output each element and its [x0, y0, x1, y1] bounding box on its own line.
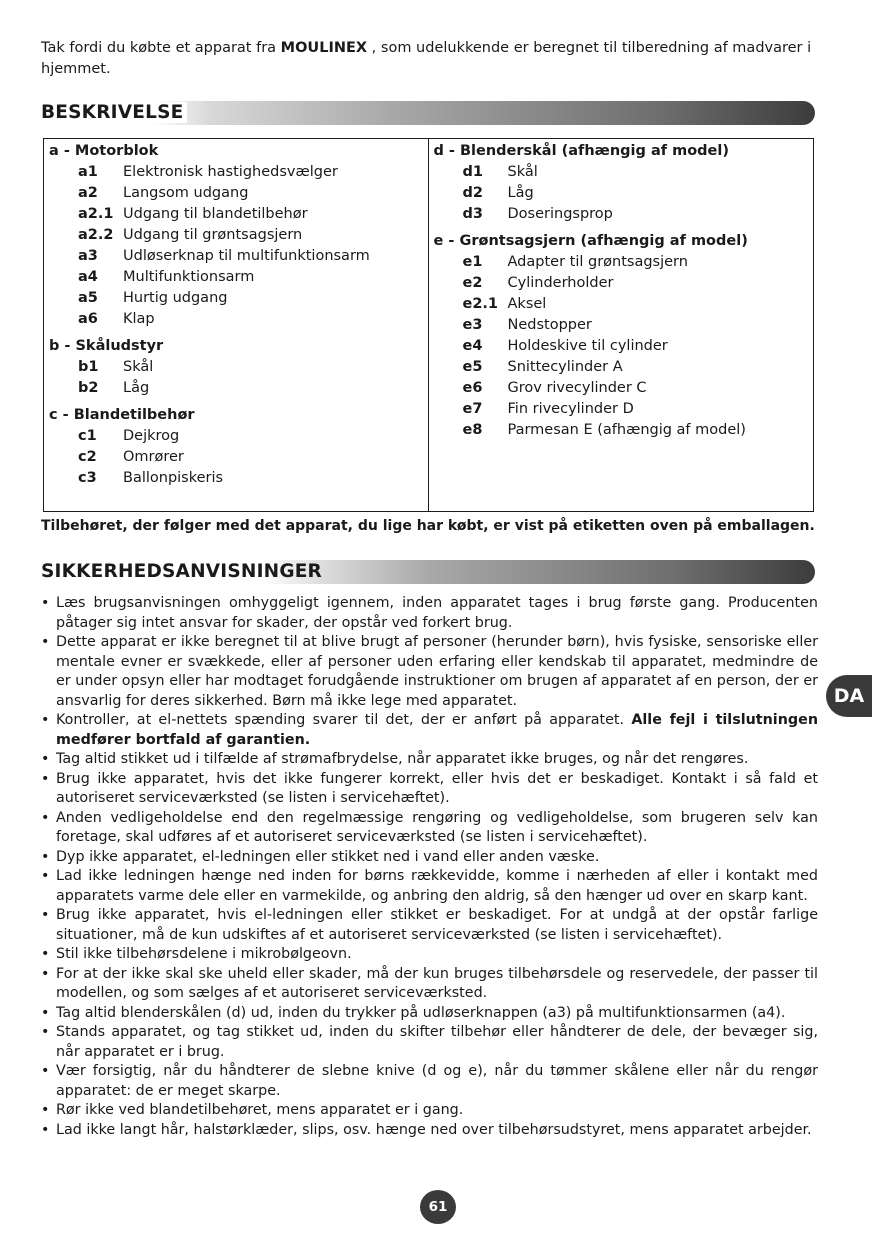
part-name: Langsom udgang: [123, 185, 249, 201]
page-number: 61: [420, 1190, 456, 1224]
part-name: Parmesan E (afhængig af model): [507, 422, 746, 438]
part-name: Holdeskive til cylinder: [507, 338, 668, 354]
part-code: e3: [462, 317, 483, 333]
part-name: Nedstopper: [507, 317, 592, 333]
part-code: a4: [78, 269, 98, 285]
safety-text: Vær forsigtig, når du håndterer de slebne knive (d og e), når du tømmer skålene eller når du rengør apparatet: de er meget skarpe.: [56, 1063, 818, 1099]
description-heading: BESKRIVELSE: [41, 102, 187, 123]
intro-paragraph: Tak fordi du købte et apparat fra MOULINEX , som udelukkende er beregnet til tilberedning af madvarer i hjemmet.: [41, 40, 812, 77]
part-item: [434, 420, 814, 441]
part-item: [434, 183, 814, 204]
safety-text: Brug ikke apparatet, hvis det ikke fungerer korrekt, eller hvis det er beskadiget. Kontakt i så fald et autoriseret serviceværksted (se listen i servicehæftet).: [56, 770, 818, 806]
bullet-icon: •: [41, 868, 50, 884]
part-code: a3: [78, 248, 98, 264]
part-name: Udløserknap til multifunktionsarm: [123, 248, 370, 264]
description-group: [49, 336, 428, 399]
part-code: a1: [78, 164, 98, 180]
part-name: Multifunktionsarm: [123, 269, 255, 285]
part-item: [49, 468, 428, 489]
part-item: [49, 162, 428, 183]
safety-text: Rør ikke ved blandetilbehøret, mens apparatet er i gang.: [56, 1102, 464, 1118]
part-name: Hurtig udgang: [123, 290, 228, 306]
part-item: [434, 315, 814, 336]
bullet-icon: •: [41, 946, 50, 962]
part-code: e7: [462, 401, 483, 417]
safety-item: [41, 906, 818, 945]
brand-name: MOULINEX: [280, 40, 368, 56]
description-group: [434, 231, 814, 441]
bullet-icon: •: [41, 712, 50, 728]
group-title: d - Blenderskål (afhængig af model): [433, 143, 729, 159]
safety-text: Læs brugsanvisningen omhyggeligt igennem, inden apparatet tages i brug første gang. Producenten påtager sig intet ansvar for skader, der opstår ved forkert brug.: [56, 595, 818, 631]
bullet-icon: •: [41, 595, 50, 611]
part-name: Snittecylinder A: [507, 359, 623, 375]
part-item: [434, 336, 814, 357]
part-code: a5: [78, 290, 98, 306]
safety-text: Dette apparat er ikke beregnet til at blive brugt af personer (herunder børn), hvis fysiske, sensoriske eller mentale evner er svækkede, eller af personer uden erfaring eller kendskab til apparatet, medmindre de er under opsyn eller har modtaget forudgående instruktioner om brugen af apparatet af en person, der er ansvarlig for deres sikkerhed. Børn må ikke lege med apparatet.: [56, 634, 818, 709]
part-item: [434, 252, 814, 273]
part-item: [434, 378, 814, 399]
description-group: [434, 141, 814, 225]
part-name: Skål: [123, 359, 154, 375]
safety-item: [41, 1101, 818, 1121]
part-item: [49, 288, 428, 309]
safety-item: [41, 711, 818, 750]
safety-heading-bar: [41, 560, 815, 584]
part-code: a2.1: [78, 206, 114, 222]
part-name: Udgang til grøntsagsjern: [123, 227, 303, 243]
part-name: Cylinderholder: [507, 275, 614, 291]
description-group: [49, 141, 428, 330]
part-name: Doseringsprop: [507, 206, 613, 222]
safety-item: [41, 633, 818, 711]
part-name: Adapter til grøntsagsjern: [507, 254, 688, 270]
part-code: b1: [78, 359, 99, 375]
part-code: a6: [78, 311, 98, 327]
part-name: Dejkrog: [123, 428, 180, 444]
group-title: e - Grøntsagsjern (afhængig af model): [433, 233, 748, 249]
part-name: Låg: [123, 380, 150, 396]
bullet-icon: •: [41, 751, 50, 767]
part-code: e4: [462, 338, 483, 354]
part-code: e1: [462, 254, 483, 270]
description-group: [49, 405, 428, 489]
safety-item: [41, 750, 818, 770]
safety-item: [41, 965, 818, 1004]
part-name: Aksel: [507, 296, 547, 312]
group-title: b - Skåludstyr: [49, 338, 164, 354]
part-item: [49, 426, 428, 447]
part-item: [434, 357, 814, 378]
part-item: [434, 294, 814, 315]
group-title: c - Blandetilbehør: [49, 407, 195, 423]
safety-heading: SIKKERHEDSANVISNINGER: [41, 561, 323, 582]
accessory-note: Tilbehøret, der følger med det apparat, du lige har købt, er vist på etiketten oven på emballagen.: [41, 518, 815, 534]
part-code: d3: [462, 206, 483, 222]
group-title: a - Motorblok: [49, 143, 159, 159]
bullet-icon: •: [41, 1024, 50, 1040]
safety-text: Stands apparatet, og tag stikket ud, inden du skifter tilbehør eller håndterer de dele, der bevæger sig, når apparatet er i brug.: [56, 1024, 818, 1060]
bullet-icon: •: [41, 848, 50, 865]
description-right-column: [429, 139, 814, 511]
part-code: a2: [78, 185, 98, 201]
part-code: e5: [462, 359, 483, 375]
part-code: c3: [78, 470, 97, 486]
bullet-icon: •: [41, 1102, 50, 1118]
safety-text: Tag altid blenderskålen (d) ud, inden du trykker på udløserknappen (a3) på multifunktionsarmen (a4).: [56, 1004, 786, 1021]
safety-list: [41, 594, 818, 1140]
safety-warning-bold: Alle fejl i tilslutningen medfører bortfald af garantien.: [56, 712, 818, 748]
part-code: b2: [78, 380, 99, 396]
part-item: [434, 162, 814, 183]
description-table: [43, 138, 814, 512]
part-item: [49, 225, 428, 246]
part-code: d1: [462, 164, 483, 180]
safety-item: [41, 867, 818, 906]
bullet-icon: •: [41, 1063, 50, 1079]
part-code: e2.1: [462, 296, 499, 312]
part-item: [434, 204, 814, 225]
safety-text: Stil ikke tilbehørsdelene i mikrobølgeovn.: [56, 946, 352, 962]
part-code: e2: [462, 275, 483, 291]
part-item: [49, 267, 428, 288]
bullet-icon: •: [41, 1004, 50, 1021]
bullet-icon: •: [41, 907, 50, 923]
bullet-icon: •: [41, 634, 50, 650]
part-code: a2.2: [78, 227, 114, 243]
safety-text: Kontroller, at el-nettets spænding svarer til det, der er anført på apparatet.: [56, 712, 632, 728]
safety-item: [41, 945, 818, 965]
safety-item: [41, 848, 818, 868]
safety-text: Brug ikke apparatet, hvis el-ledningen eller stikket er beskadiget. For at undgå at der opstår farlige situationer, må de kun udskiftes af et autoriseret serviceværksted (se listen i servicehæftet).: [56, 907, 818, 943]
part-item: [434, 273, 814, 294]
part-item: [49, 378, 428, 399]
part-code: c1: [78, 428, 97, 444]
safety-item: [41, 770, 818, 809]
safety-item: [41, 1004, 818, 1024]
bullet-icon: •: [41, 1121, 50, 1138]
part-name: Udgang til blandetilbehør: [123, 206, 308, 222]
part-name: Ballonpiskeris: [123, 470, 224, 486]
bullet-icon: •: [41, 770, 50, 787]
part-code: c2: [78, 449, 97, 465]
part-item: [49, 447, 428, 468]
safety-text: For at der ikke skal ske uheld eller skader, må der kun bruges tilbehørsdele og reservedele, der passer til modellen, og som sælges af et autoriseret serviceværksted.: [56, 965, 818, 1001]
safety-text: Lad ikke ledningen hænge ned inden for børns rækkevidde, komme i nærheden af eller i kontakt med apparatets varme dele eller en varmekilde, og anbring den aldrig, så den hænger ud over en skarp kant.: [56, 868, 818, 904]
part-item: [434, 399, 814, 420]
part-name: Låg: [507, 185, 534, 201]
safety-text: Lad ikke langt hår, halstørklæder, slips, osv. hænge ned over tilbehørsudstyret, mens apparatet arbejder.: [56, 1121, 812, 1138]
part-code: e8: [462, 422, 483, 438]
part-code: e6: [462, 380, 483, 396]
language-tab: DA: [826, 675, 872, 717]
safety-item: [41, 809, 818, 848]
safety-item: [41, 1062, 818, 1101]
safety-item: [41, 1023, 818, 1062]
part-item: [49, 309, 428, 330]
bullet-icon: •: [41, 965, 50, 982]
description-left-column: [44, 139, 429, 511]
safety-item: [41, 594, 818, 633]
part-name: Elektronisk hastighedsvælger: [123, 164, 338, 180]
part-name: Grov rivecylinder C: [507, 380, 647, 396]
part-item: [49, 246, 428, 267]
safety-text: Anden vedligeholdelse end den regelmæssige rengøring og vedligeholdelse, som brugeren selv kan foretage, skal udføres af et autoriseret serviceværksted (se listen i servicehæftet).: [56, 809, 818, 845]
part-item: [49, 183, 428, 204]
part-name: Skål: [507, 164, 538, 180]
part-name: Klap: [123, 311, 155, 327]
safety-text: Dyp ikke apparatet, el-ledningen eller stikket ned i vand eller anden væske.: [56, 848, 600, 865]
description-heading-bar: [41, 101, 815, 125]
part-code: d2: [462, 185, 483, 201]
part-name: Fin rivecylinder D: [507, 401, 634, 417]
part-item: [49, 357, 428, 378]
bullet-icon: •: [41, 809, 50, 826]
part-name: Omrører: [123, 449, 184, 465]
part-item: [49, 204, 428, 225]
safety-text: Tag altid stikket ud i tilfælde af strømafbrydelse, når apparatet ikke bruges, og når det rengøres.: [56, 751, 749, 767]
safety-item: [41, 1121, 818, 1141]
